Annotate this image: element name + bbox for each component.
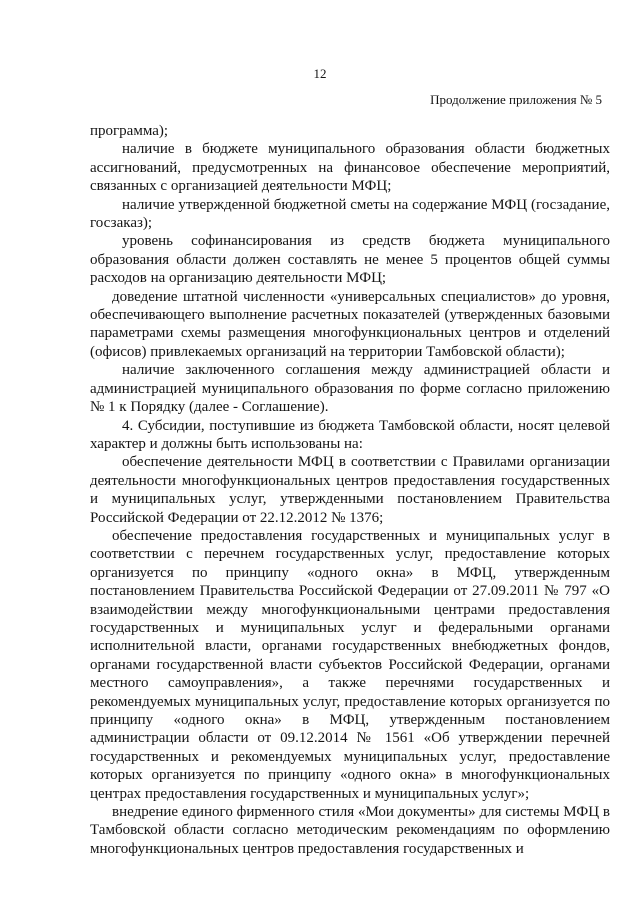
paragraph: наличие заключенного соглашения между администрацией области и администрацией муниципального образования по форме согласно приложению № 1 к Порядку (далее - Соглашение). xyxy=(90,362,610,416)
paragraph: наличие в бюджете муниципального образования области бюджетных ассигнований, предусмотренных на финансовое обеспечение мероприятий, связанных с организацией деятельности МФЦ; xyxy=(90,141,610,195)
paragraph: программа); xyxy=(90,123,169,139)
paragraph: обеспечение предоставления государственных и муниципальных услуг в соответствии с перечнем государственных услуг, предоставление которых организуется по принципу «одного окна» в МФЦ, утвержденным постановлением Правительства Российской Федерации от 27.09.2011 № 797 «О взаимодействии между многофункциональными центрами предоставления государственных и муниципальных услуг и федеральными органами исполнительной власти, органами государственных внебюджетных фондов, органами государственной власти субъектов Российской Федерации, органами местного самоуправления», а также перечнями государственных и рекомендуемых муниципальных услуг, предоставление которых организуется по принципу «одного окна» в МФЦ, утвержденным постановлением администрации области от 09.12.2014 № 1561 «Об утверждении перечней государственных и рекомендуемых муниципальных услуг, предоставление которых организуется по принципу «одного окна» в многофункциональных центрах предоставления государственных и муниципальных услуг»; xyxy=(90,527,610,802)
paragraph: обеспечение деятельности МФЦ в соответствии с Правилами организации деятельности многофункциональных центров предоставления государственных и муниципальных услуг, утвержденными постановлением Правительства Российской Федерации от 22.12.2012 № 1376; xyxy=(90,454,610,526)
document-body xyxy=(90,122,610,858)
paragraph: наличие утвержденной бюджетной сметы на содержание МФЦ (госзадание, госзаказ); xyxy=(90,196,610,232)
paragraph: внедрение единого фирменного стиля «Мои документы» для системы МФЦ в Тамбовской области согласно методическим рекомендациям по оформлению многофункциональных центров предоставления государственных и xyxy=(90,804,610,857)
paragraph: 4. Субсидии, поступившие из бюджета Тамбовской области, носят целевой характер и должны быть использованы на: xyxy=(90,417,610,452)
page-number: 12 xyxy=(313,66,327,81)
paragraph: уровень софинансирования из средств бюджета муниципального образования области должен составлять не менее 5 процентов общей суммы расходов на организацию деятельности МФЦ; xyxy=(90,233,610,287)
paragraph: доведение штатной численности «универсальных специалистов» до уровня, обеспечивающего выполнение расчетных показателей (утвержденных базовыми параметрами схемы размещения многофункциональных центров и отделений (офисов) привлекаемых организаций на территории Тамбовской области); xyxy=(90,288,610,360)
appendix-continuation-label: Продолжение приложения № 5 xyxy=(430,92,602,107)
